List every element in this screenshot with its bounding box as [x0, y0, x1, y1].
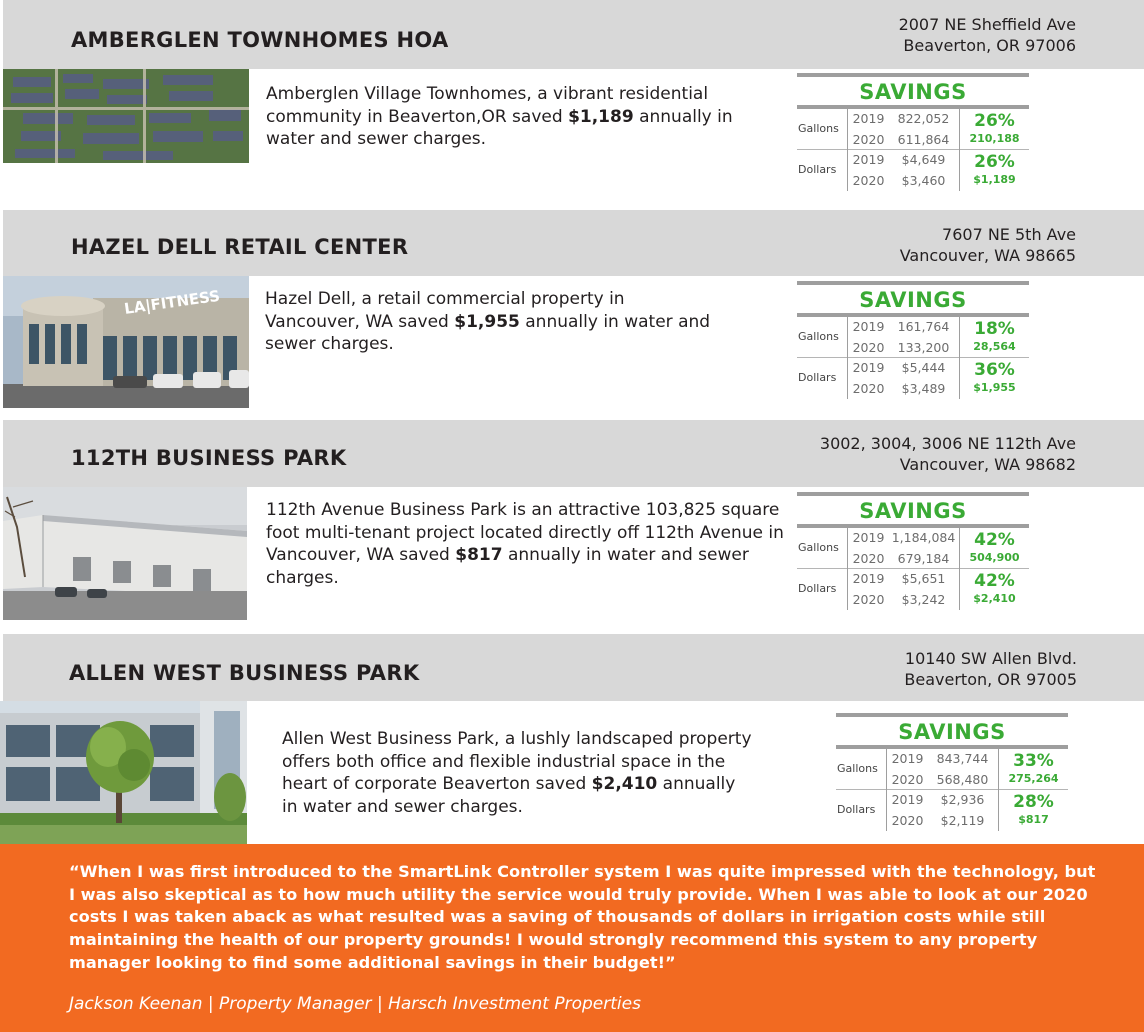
property-address — [904, 648, 1077, 690]
dollars-values — [889, 150, 958, 191]
dollars-2020: $2,119 — [940, 812, 985, 828]
dollars-row — [797, 150, 1029, 191]
year-column — [847, 528, 889, 569]
gallons-2020: 679,184 — [897, 550, 950, 566]
gallons-percent: 18% — [974, 319, 1015, 339]
year-column — [847, 358, 889, 399]
gallons-values — [928, 749, 997, 790]
office-building-tree-photo — [0, 701, 247, 844]
address-line-2: Beaverton, OR 97006 — [903, 36, 1076, 55]
property-section-hazel-dell — [0, 210, 1144, 420]
year-column — [847, 317, 889, 358]
dollars-label: Dollars — [837, 803, 876, 816]
dollars-2020: $3,460 — [901, 172, 946, 188]
gallons-difference: 210,188 — [969, 132, 1020, 145]
description-text: Hazel Dell, a retail commercial property in Vancouver, WA saved — [265, 289, 625, 332]
gallons-difference: 504,900 — [969, 551, 1020, 564]
dollars-savings — [959, 358, 1029, 399]
gallons-percent: 26% — [974, 111, 1015, 131]
la-fitness-building-photo — [3, 276, 249, 408]
dollars-2019: $2,936 — [940, 792, 985, 807]
year-2020: 2020 — [852, 380, 885, 396]
property-name: ALLEN WEST BUSINESS PARK — [69, 661, 420, 685]
dollars-2020: $3,242 — [901, 591, 946, 607]
testimonial-attribution: Jackson Keenan | Property Manager | Harsch Investment Properties — [69, 994, 641, 1014]
gallons-label: Gallons — [798, 122, 839, 135]
gallons-2019: 843,744 — [936, 751, 989, 766]
dollars-row — [836, 790, 1068, 831]
description-amount: $1,189 — [568, 106, 634, 127]
year-2020: 2020 — [891, 812, 924, 828]
description-text-end: annually in water and sewer charges. — [266, 106, 733, 149]
gallons-row — [797, 317, 1029, 358]
address-line-2: Vancouver, WA 98682 — [899, 455, 1076, 474]
dollars-percent: 26% — [974, 152, 1015, 172]
year-2019: 2019 — [852, 111, 885, 126]
description-text: Amberglen Village Townhomes, a vibrant residential community in Beaverton,OR saved — [266, 84, 709, 127]
savings-table — [836, 713, 1068, 831]
testimonial-quote: “When I was first introduced to the SmartLink Controller system I was quite impressed with the technology, but I was also skeptical as to how much utility the service would truly provide. When I was able to look at our 2020 costs I was taken aback as what resulted was a saving of thousands of dollars in irrigation costs while still maintaining the health of our property grounds! I would strongly recommend this system to any property manager looking to find some additional savings in their budget!” — [69, 862, 1096, 972]
year-2019: 2019 — [852, 360, 885, 375]
address-line-2: Beaverton, OR 97005 — [904, 670, 1077, 689]
gallons-difference: 275,264 — [1008, 772, 1059, 785]
gallons-row — [836, 749, 1068, 790]
savings-title: SAVINGS — [859, 288, 967, 312]
dollars-label: Dollars — [798, 163, 837, 176]
property-name: 112TH BUSINESS PARK — [71, 446, 347, 470]
year-column — [847, 150, 889, 191]
savings-title: SAVINGS — [898, 720, 1006, 744]
year-2020: 2020 — [852, 131, 885, 147]
address-line-1: 7607 NE 5th Ave — [942, 225, 1076, 244]
description-amount: $817 — [455, 545, 503, 565]
dollars-percent: 42% — [974, 571, 1015, 591]
year-2020: 2020 — [852, 591, 885, 607]
dollars-label: Dollars — [798, 582, 837, 595]
year-2019: 2019 — [852, 571, 885, 586]
year-2020: 2020 — [852, 172, 885, 188]
dollars-values — [889, 358, 958, 399]
year-2020: 2020 — [852, 339, 885, 355]
property-section-allen-west — [0, 634, 1144, 844]
dollars-2019: $5,444 — [901, 360, 946, 375]
dollars-difference: $2,410 — [973, 592, 1016, 605]
gallons-label: Gallons — [798, 330, 839, 343]
gallons-2020: 133,200 — [897, 339, 950, 355]
gallons-2019: 1,184,084 — [891, 530, 956, 545]
gallons-row — [797, 528, 1029, 569]
address-line-1: 2007 NE Sheffield Ave — [898, 15, 1076, 34]
gallons-savings — [959, 317, 1029, 358]
year-2019: 2019 — [891, 751, 924, 766]
property-address — [820, 433, 1076, 475]
property-description — [265, 288, 715, 356]
dollars-2019: $5,651 — [901, 571, 946, 586]
address-line-1: 3002, 3004, 3006 NE 112th Ave — [819, 434, 1076, 453]
dollars-percent: 36% — [974, 360, 1015, 380]
year-2020: 2020 — [852, 550, 885, 566]
year-column — [847, 569, 889, 610]
dollars-row — [797, 358, 1029, 399]
dollars-values — [928, 790, 997, 831]
year-2019: 2019 — [852, 152, 885, 167]
description-text: 112th Avenue Business Park is an attractive 103,825 square foot multi-tenant project located directly off 112th Avenue in Vancouver, WA saved — [266, 500, 784, 565]
gallons-label: Gallons — [837, 762, 878, 775]
property-section-amberglen — [0, 0, 1144, 210]
gallons-2019: 822,052 — [897, 111, 950, 126]
property-section-112th — [0, 420, 1144, 634]
dollars-2019: $4,649 — [901, 152, 946, 167]
property-description — [266, 83, 776, 151]
warehouse-building-photo — [3, 487, 247, 620]
description-text-end: annually in water and sewer charges. — [282, 774, 736, 817]
dollars-2020: $3,489 — [901, 380, 946, 396]
property-name: HAZEL DELL RETAIL CENTER — [71, 235, 409, 259]
address-line-2: Vancouver, WA 98665 — [899, 246, 1076, 265]
description-amount: $2,410 — [591, 774, 658, 794]
year-column — [886, 749, 928, 790]
savings-table — [797, 73, 1029, 191]
dollars-label: Dollars — [798, 371, 837, 384]
gallons-2019: 161,764 — [897, 319, 950, 334]
dollars-difference: $1,189 — [973, 173, 1016, 186]
address-line-1: 10140 SW Allen Blvd. — [904, 649, 1077, 668]
dollars-percent: 28% — [1013, 792, 1054, 812]
aerial-townhomes-photo — [3, 69, 249, 163]
dollars-savings — [959, 569, 1029, 610]
property-description — [266, 499, 786, 589]
year-column — [886, 790, 928, 831]
gallons-savings — [959, 109, 1029, 150]
property-description — [282, 728, 752, 818]
gallons-row — [797, 109, 1029, 150]
gallons-values — [889, 317, 958, 358]
dollars-row — [797, 569, 1029, 610]
dollars-savings — [959, 150, 1029, 191]
savings-table — [797, 281, 1029, 399]
gallons-2020: 611,864 — [897, 131, 950, 147]
dollars-difference: $817 — [1018, 813, 1049, 826]
description-amount: $1,955 — [454, 311, 520, 332]
description-text: Allen West Business Park, a lushly landscaped property offers both office and flexible industrial space in the heart of corporate Beaverton saved — [282, 729, 752, 794]
gallons-values — [889, 528, 958, 569]
year-2020: 2020 — [891, 771, 924, 787]
gallons-savings — [998, 749, 1068, 790]
property-address — [900, 224, 1076, 266]
savings-title: SAVINGS — [859, 80, 967, 104]
dollars-savings — [998, 790, 1068, 831]
savings-table — [797, 492, 1029, 610]
gallons-label: Gallons — [798, 541, 839, 554]
dollars-values — [889, 569, 958, 610]
gallons-2020: 568,480 — [936, 771, 989, 787]
year-column — [847, 109, 889, 150]
testimonial-band — [0, 844, 1144, 1032]
year-2019: 2019 — [891, 792, 924, 807]
dollars-difference: $1,955 — [973, 381, 1016, 394]
description-text-end: annually in water and sewer charges. — [265, 311, 711, 354]
gallons-savings — [959, 528, 1029, 569]
gallons-percent: 33% — [1013, 751, 1054, 771]
property-address — [899, 14, 1076, 56]
year-2019: 2019 — [852, 530, 885, 545]
description-text-end: annually in water and sewer charges. — [266, 545, 749, 588]
photo-sign-text: LA|FITNESS — [123, 286, 222, 318]
gallons-difference: 28,564 — [973, 340, 1016, 353]
gallons-percent: 42% — [974, 530, 1015, 550]
gallons-values — [889, 109, 958, 150]
savings-title: SAVINGS — [859, 499, 967, 523]
year-2019: 2019 — [852, 319, 885, 334]
property-name: AMBERGLEN TOWNHOMES HOA — [71, 28, 449, 52]
